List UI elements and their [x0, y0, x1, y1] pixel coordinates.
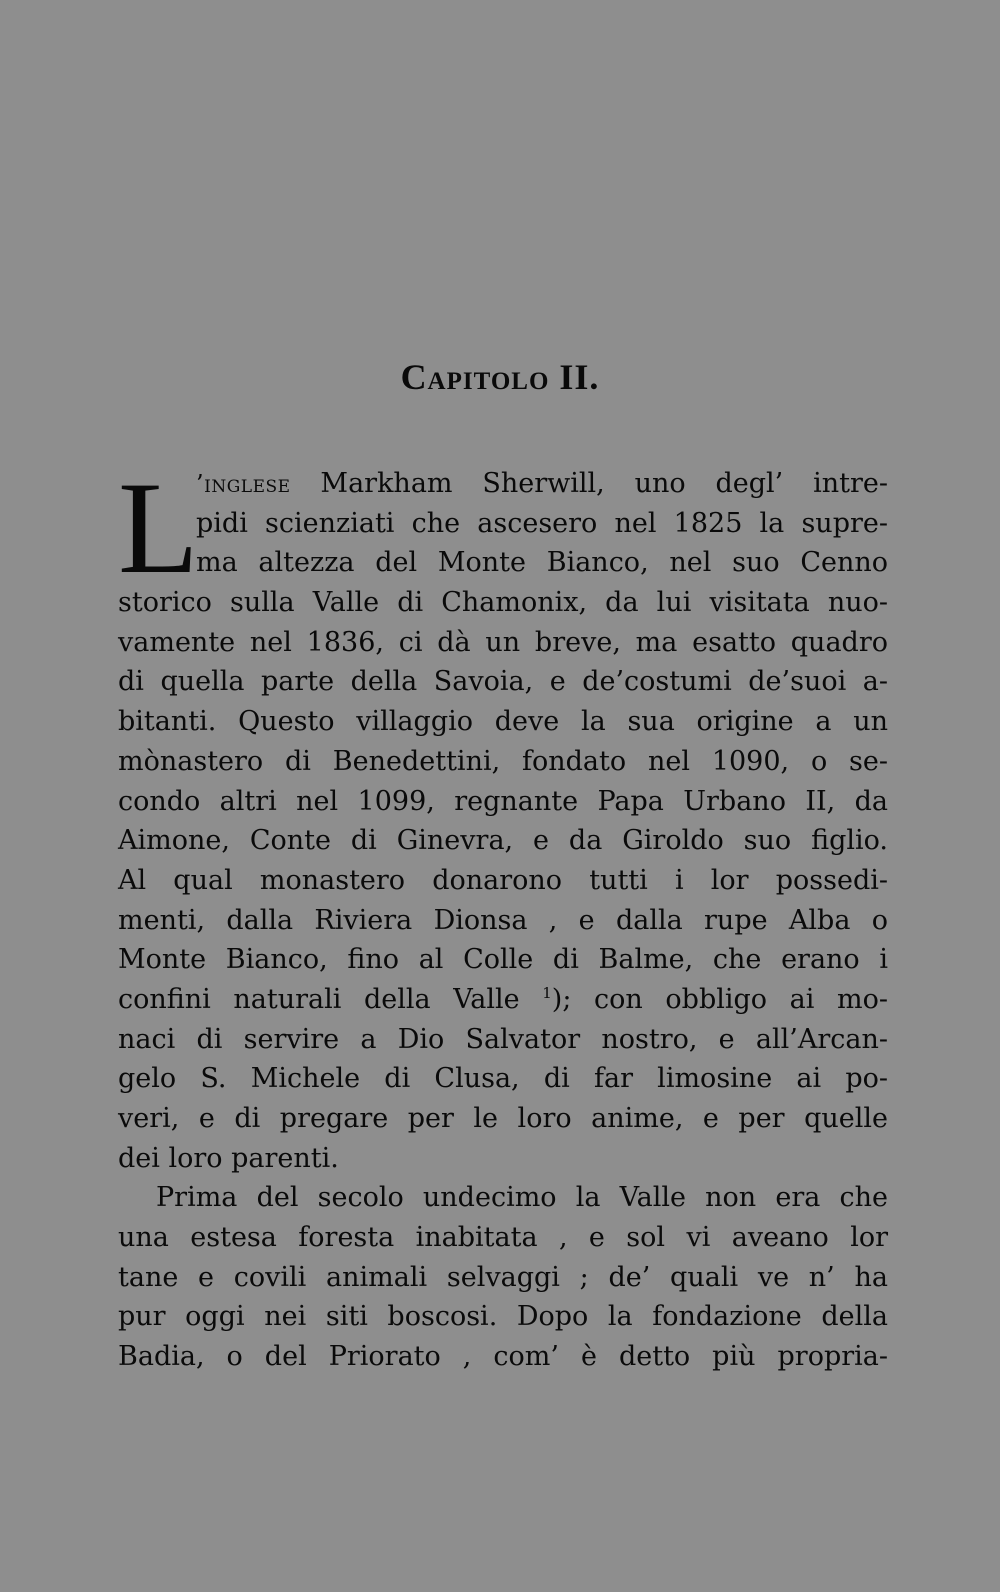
text-span: Markham Sherwill, uno degl’ intre-: [290, 468, 888, 499]
text-line: di quella parte della Savoia, e de’costumi de’suoi a-: [118, 666, 888, 698]
smallcaps-word: ’inglese: [196, 470, 291, 498]
chapter-title: Capitolo II.: [400, 357, 600, 397]
text-line: menti, dalla Riviera Dionsa , e dalla rupe Alba o: [118, 904, 888, 936]
text-line: Prima del secolo undecimo la Valle non era che: [156, 1182, 888, 1214]
text-line: pidi scienziati che ascesero nel 1825 la supre-: [196, 507, 888, 539]
text-line: naci di servire a Dio Salvator nostro, e all’Arcan-: [118, 1023, 888, 1055]
text-span: confini naturali della Valle: [118, 983, 543, 1015]
text-line: ma altezza del Monte Bianco, nel suo Cenno: [196, 547, 888, 579]
text-line: veri, e di pregare per le loro anime, e per quelle: [118, 1103, 888, 1134]
text-line: Monte Bianco, fino al Colle di Balme, che erano i: [118, 944, 888, 976]
text-line: Badia, o del Priorato , com’ è detto più propria-: [118, 1341, 888, 1373]
text-line: vamente nel 1836, ci dà un breve, ma esatto quadro: [118, 626, 888, 658]
text-line: mònastero di Benedettini, fondato nel 1090, o se-: [118, 745, 888, 777]
text-line: [118, 464, 888, 504]
text-line: pur oggi nei siti boscosi. Dopo la fondazione della: [118, 1301, 888, 1333]
body-text: [118, 454, 888, 1377]
text-line: bitanti. Questo villaggio deve la sua origine a un: [118, 706, 888, 738]
text-line: [118, 980, 888, 1020]
text-line: Al qual monastero donarono tutti i lor possedi-: [118, 864, 888, 896]
drop-cap: L: [118, 454, 199, 601]
text-line: tane e covili animali selvaggi ; de’ quali ve n’ ha: [118, 1261, 888, 1293]
text-line: storico sulla Valle di Chamonix, da lui visitata nuo-: [118, 587, 888, 619]
text-line: Aimone, Conte di Ginevra, e da Giroldo suo figlio.: [118, 825, 888, 857]
footnote-marker: 1: [542, 983, 552, 1002]
text-line: dei loro parenti.: [118, 1142, 339, 1174]
text-span: ); con obbligo ai mo-: [551, 983, 888, 1015]
text-line: condo altri nel 1099, regnante Papa Urbano II, da: [118, 785, 888, 817]
text-line: gelo S. Michele di Clusa, di far limosine ai po-: [118, 1063, 888, 1095]
text-line: una estesa foresta inabitata , e sol vi aveano lor: [118, 1222, 888, 1254]
